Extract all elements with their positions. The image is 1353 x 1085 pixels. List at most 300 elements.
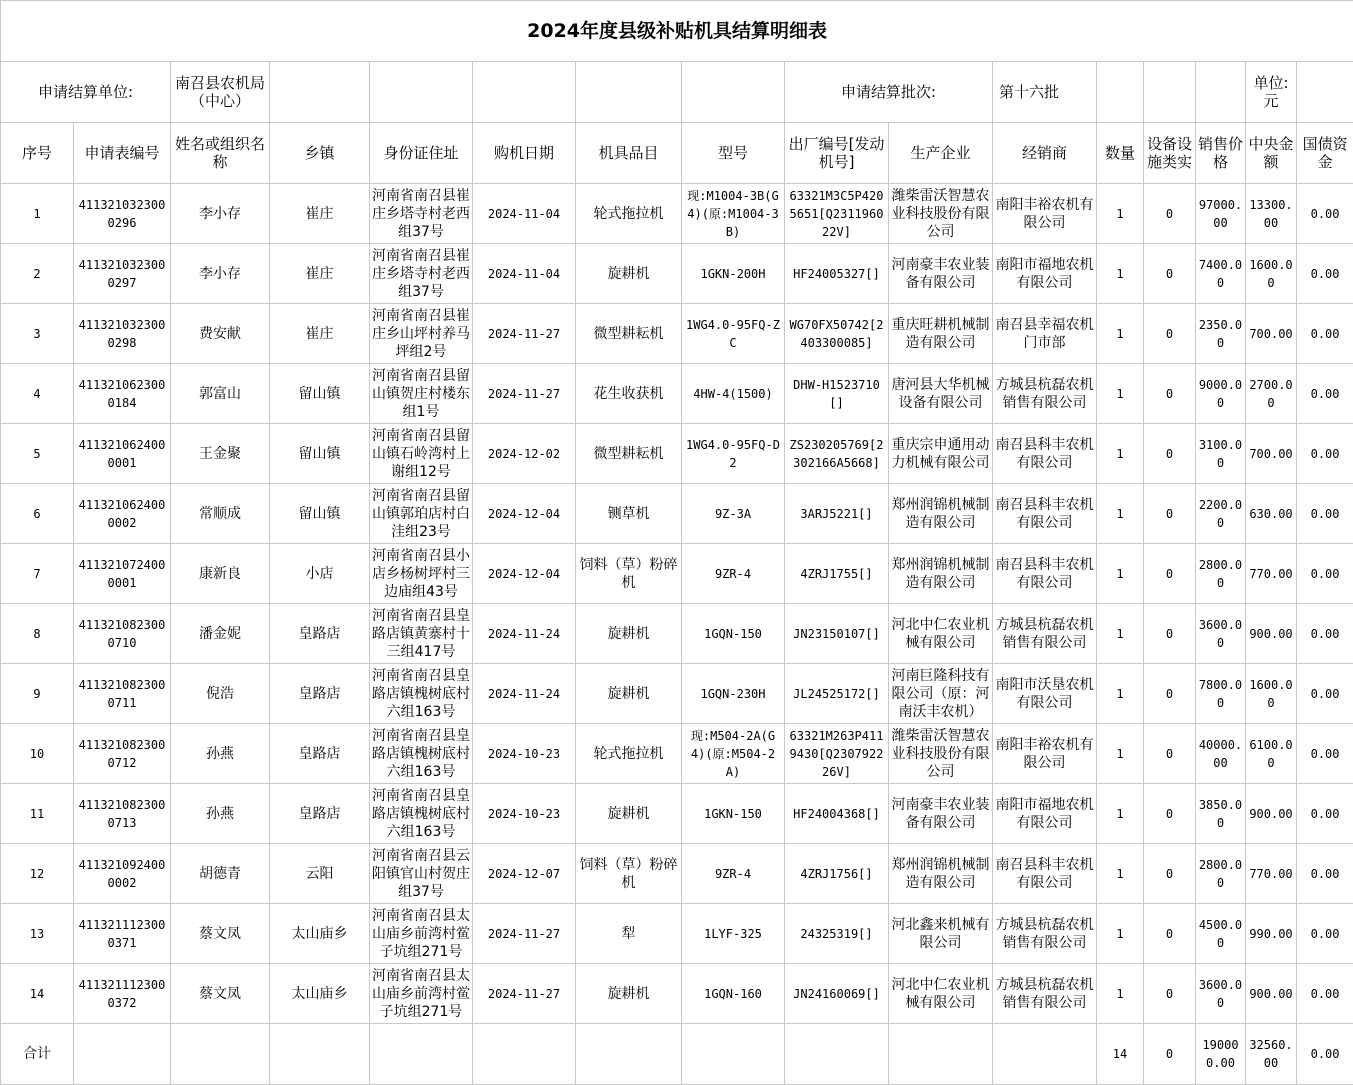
cell-town: [270, 664, 370, 724]
cell-central-text: 900.00: [1248, 625, 1294, 643]
cell-bond: [1297, 184, 1353, 244]
cell-category-text: 犁: [578, 925, 679, 943]
cell-serial-text: HF24005327[]: [787, 265, 886, 283]
cell-category-text: 旋耕机: [578, 985, 679, 1003]
cell-address-text: 河南省南召县太山庙乡前湾村鲎子坑组271号: [372, 967, 470, 1021]
cell-model-text: 1WG4.0-95FQ-ZC: [684, 316, 782, 352]
header-seq: 序号: [1, 123, 74, 184]
cell-bond: [1297, 844, 1353, 904]
cell-app-no: [74, 904, 171, 964]
cell-category-text: 微型耕耘机: [578, 445, 679, 463]
cell-bond-text: 0.00: [1299, 385, 1351, 403]
cell-town-text: 留山镇: [272, 445, 367, 463]
cell-town: [270, 784, 370, 844]
cell-serial-text: JN23150107[]: [787, 625, 886, 643]
cell-name-text: 费安献: [173, 325, 267, 343]
cell-manufacturer: [889, 784, 993, 844]
cell-dealer: [993, 664, 1097, 724]
cell-bond-text: 0.00: [1299, 265, 1351, 283]
cell-serial-text: JL24525172[]: [787, 685, 886, 703]
cell-quantity: [1097, 184, 1144, 244]
cell-seq-text: 7: [3, 565, 71, 583]
cell-facility-text: 0: [1146, 505, 1193, 523]
cell-central: [1246, 724, 1297, 784]
cell-facility-text: 0: [1146, 205, 1193, 223]
cell-seq: [1, 964, 74, 1024]
cell-date: [473, 484, 576, 544]
cell-manufacturer-text: 河南巨隆科技有限公司（原：河南沃丰农机）: [891, 667, 990, 721]
cell-facility-text: 0: [1146, 325, 1193, 343]
table-row: [1, 964, 1353, 1024]
cell-serial: [785, 784, 889, 844]
cell-seq-text: 3: [3, 325, 71, 343]
cell-serial: [785, 304, 889, 364]
cell-dealer-text: 南阳市沃垦农机有限公司: [995, 676, 1094, 712]
cell-name-text: 蔡文凤: [173, 985, 267, 1003]
cell-model: [682, 724, 785, 784]
cell-serial-text: 3ARJ5221[]: [787, 505, 886, 523]
cell-category-text: 饲料（草）粉碎机: [578, 556, 679, 592]
cell-category: [576, 604, 682, 664]
cell-app-no: [74, 844, 171, 904]
cell-app-no-text: 4113210823000711: [76, 676, 168, 712]
cell-town: [270, 244, 370, 304]
cell-category: [576, 664, 682, 724]
cell-bond: [1297, 424, 1353, 484]
cell-name-text: 孙燕: [173, 745, 267, 763]
cell-manufacturer-text: 河北鑫来机械有限公司: [891, 916, 990, 952]
cell-facility-text: 0: [1146, 385, 1193, 403]
cell-quantity: [1097, 784, 1144, 844]
cell-name: [171, 364, 270, 424]
cell-model: [682, 604, 785, 664]
cell-bond: [1297, 664, 1353, 724]
header-name: 姓名或组织名称: [171, 123, 270, 184]
cell-date-text: 2024-10-23: [475, 805, 573, 823]
cell-facility: [1144, 844, 1196, 904]
cell-app-no-text: 4113210823000713: [76, 796, 168, 832]
cell-category-text: 铡草机: [578, 505, 679, 523]
cell-serial: [785, 484, 889, 544]
cell-quantity: [1097, 664, 1144, 724]
cell-address-text: 河南省南召县留山镇郭珀店村白洼组23号: [372, 487, 470, 541]
cell-model: [682, 904, 785, 964]
cell-category-text: 旋耕机: [578, 805, 679, 823]
cell-app-no: [74, 664, 171, 724]
cell-dealer: [993, 424, 1097, 484]
table-row: [1, 604, 1353, 664]
cell-address-text: 河南省南召县皇路店镇槐树底村六组163号: [372, 667, 470, 721]
cell-serial: [785, 244, 889, 304]
cell-model-text: 4HW-4(1500): [684, 385, 782, 403]
cell-name: [171, 904, 270, 964]
cell-facility: [1144, 304, 1196, 364]
cell-address: [370, 664, 473, 724]
cell-name: [171, 424, 270, 484]
cell-price-text: 4500.00: [1198, 916, 1243, 952]
cell-manufacturer: [889, 544, 993, 604]
cell-model: [682, 544, 785, 604]
cell-serial: [785, 364, 889, 424]
cell-quantity-text: 1: [1099, 865, 1141, 883]
cell-serial-text: 63321M3C5P4205651[Q231196022V]: [787, 187, 886, 241]
cell-price-text: 7400.00: [1198, 256, 1243, 292]
cell-manufacturer-text: 重庆宗申通用动力机械有限公司: [891, 436, 990, 472]
cell-date: [473, 964, 576, 1024]
header-model: 型号: [682, 123, 785, 184]
cell-name: [171, 304, 270, 364]
cell-seq: [1, 184, 74, 244]
cell-app-no-text: 4113210724000001: [76, 556, 168, 592]
cell-serial-text: 4ZRJ1756[]: [787, 865, 886, 883]
cell-bond-text: 0.00: [1299, 325, 1351, 343]
cell-dealer-text: 南阳市福地农机有限公司: [995, 256, 1094, 292]
cell-dealer-text: 方城县杭磊农机销售有限公司: [995, 976, 1094, 1012]
cell-serial-text: DHW-H1523710[]: [787, 376, 886, 412]
cell-date: [473, 424, 576, 484]
cell-model-text: 现:M1004-3B(G4)(原:M1004-3B): [684, 187, 782, 241]
cell-name-text: 李小存: [173, 205, 267, 223]
cell-date: [473, 544, 576, 604]
cell-facility: [1144, 364, 1196, 424]
cell-category: [576, 244, 682, 304]
cell-town: [270, 964, 370, 1024]
cell-dealer: [993, 184, 1097, 244]
cell-serial: [785, 184, 889, 244]
cell-central: [1246, 184, 1297, 244]
cell-price-text: 97000.00: [1198, 196, 1243, 232]
cell-date-text: 2024-11-04: [475, 205, 573, 223]
cell-address-text: 河南省南召县小店乡杨树坪村三边庙组43号: [372, 547, 470, 601]
cell-model: [682, 964, 785, 1024]
cell-address: [370, 244, 473, 304]
cell-name: [171, 844, 270, 904]
cell-app-no: [74, 424, 171, 484]
cell-date: [473, 244, 576, 304]
cell-central: [1246, 964, 1297, 1024]
batch-label: 申请结算批次:: [785, 62, 993, 123]
cell-app-no-text: 4113210624000002: [76, 496, 168, 532]
cell-manufacturer-text: 潍柴雷沃智慧农业科技股份有限公司: [891, 187, 990, 241]
cell-address: [370, 364, 473, 424]
cell-dealer: [993, 484, 1097, 544]
unit-label: 申请结算单位:: [1, 62, 171, 123]
cell-manufacturer-text: 河北中仁农业机械有限公司: [891, 976, 990, 1012]
cell-address-text: 河南省南召县皇路店镇槐树底村六组163号: [372, 727, 470, 781]
cell-serial-text: 4ZRJ1755[]: [787, 565, 886, 583]
cell-dealer-text: 南阳市福地农机有限公司: [995, 796, 1094, 832]
cell-seq: [1, 244, 74, 304]
cell-bond: [1297, 604, 1353, 664]
cell-name: [171, 604, 270, 664]
cell-seq-text: 2: [3, 265, 71, 283]
header-dealer: 经销商: [993, 123, 1097, 184]
cell-price: [1196, 544, 1246, 604]
cell-dealer-text: 方城县杭磊农机销售有限公司: [995, 376, 1094, 412]
header-bond: 国债资金: [1297, 123, 1353, 184]
cell-seq: [1, 784, 74, 844]
cell-bond: [1297, 484, 1353, 544]
cell-seq-text: 8: [3, 625, 71, 643]
cell-model: [682, 364, 785, 424]
cell-price: [1196, 904, 1246, 964]
table-row: [1, 784, 1353, 844]
cell-facility-text: 0: [1146, 925, 1193, 943]
cell-quantity: [1097, 304, 1144, 364]
cell-seq: [1, 844, 74, 904]
cell-seq-text: 13: [3, 925, 71, 943]
cell-dealer-text: 南召县幸福农机门市部: [995, 316, 1094, 352]
cell-seq: [1, 364, 74, 424]
header-category: 机具品目: [576, 123, 682, 184]
cell-name: [171, 484, 270, 544]
table-row: [1, 844, 1353, 904]
cell-town-text: 皇路店: [272, 805, 367, 823]
cell-bond: [1297, 784, 1353, 844]
cell-price-text: 3850.00: [1198, 796, 1243, 832]
cell-facility: [1144, 484, 1196, 544]
cell-name-text: 胡德青: [173, 865, 267, 883]
cell-central-text: 700.00: [1248, 445, 1294, 463]
cell-category: [576, 844, 682, 904]
cell-seq: [1, 664, 74, 724]
cell-date-text: 2024-11-27: [475, 325, 573, 343]
cell-serial: [785, 544, 889, 604]
table-row: [1, 544, 1353, 604]
cell-town: [270, 904, 370, 964]
cell-central-text: 770.00: [1248, 565, 1294, 583]
cell-quantity: [1097, 604, 1144, 664]
cell-town: [270, 424, 370, 484]
cell-seq: [1, 544, 74, 604]
cell-dealer: [993, 604, 1097, 664]
cell-town: [270, 364, 370, 424]
header-manufacturer: 生产企业: [889, 123, 993, 184]
cell-quantity-text: 1: [1099, 505, 1141, 523]
cell-seq: [1, 904, 74, 964]
table-row: [1, 184, 1353, 244]
cell-manufacturer: [889, 484, 993, 544]
cell-name-text: 王金聚: [173, 445, 267, 463]
cell-dealer: [993, 964, 1097, 1024]
cell-manufacturer-text: 唐河县大华机械设备有限公司: [891, 376, 990, 412]
cell-quantity: [1097, 544, 1144, 604]
cell-model-text: 1WG4.0-95FQ-D2: [684, 436, 782, 472]
cell-quantity-text: 1: [1099, 325, 1141, 343]
cell-serial-text: JN24160069[]: [787, 985, 886, 1003]
cell-app-no: [74, 724, 171, 784]
cell-date: [473, 904, 576, 964]
total-row: [1, 1024, 1353, 1085]
cell-date-text: 2024-11-27: [475, 925, 573, 943]
cell-quantity-text: 1: [1099, 925, 1141, 943]
cell-manufacturer: [889, 364, 993, 424]
cell-town: [270, 724, 370, 784]
cell-category: [576, 784, 682, 844]
cell-price: [1196, 244, 1246, 304]
cell-quantity-text: 1: [1099, 805, 1141, 823]
cell-address-text: 河南省南召县皇路店镇槐树底村六组163号: [372, 787, 470, 841]
cell-central-text: 6100.00: [1248, 736, 1294, 772]
cell-model-text: 9ZR-4: [684, 565, 782, 583]
cell-price-text: 2200.00: [1198, 496, 1243, 532]
cell-date: [473, 844, 576, 904]
cell-price: [1196, 364, 1246, 424]
cell-central: [1246, 484, 1297, 544]
cell-central: [1246, 604, 1297, 664]
table-row: [1, 904, 1353, 964]
cell-address: [370, 964, 473, 1024]
cell-address: [370, 544, 473, 604]
cell-app-no-text: 4113210823000710: [76, 616, 168, 652]
cell-bond: [1297, 724, 1353, 784]
cell-bond: [1297, 544, 1353, 604]
cell-central-text: 1600.00: [1248, 676, 1294, 712]
batch-value: 第十六批: [993, 62, 1097, 123]
cell-address-text: 河南省南召县崔庄乡塔寺村老西组37号: [372, 187, 470, 241]
cell-address: [370, 784, 473, 844]
cell-seq-text: 12: [3, 865, 71, 883]
cell-dealer: [993, 304, 1097, 364]
cell-central: [1246, 424, 1297, 484]
cell-date-text: 2024-12-04: [475, 565, 573, 583]
cell-central-text: 900.00: [1248, 805, 1294, 823]
cell-town: [270, 604, 370, 664]
cell-manufacturer-text: 郑州润锦机械制造有限公司: [891, 496, 990, 532]
cell-address-text: 河南省南召县留山镇贺庄村楼东组1号: [372, 367, 470, 421]
cell-category: [576, 964, 682, 1024]
cell-model-text: 9ZR-4: [684, 865, 782, 883]
header-date: 购机日期: [473, 123, 576, 184]
cell-central: [1246, 844, 1297, 904]
cell-quantity: [1097, 424, 1144, 484]
cell-manufacturer-text: 河南豪丰农业装备有限公司: [891, 256, 990, 292]
cell-name-text: 孙燕: [173, 805, 267, 823]
cell-serial-text: ZS230205769[2302166A5668]: [787, 436, 886, 472]
cell-model: [682, 784, 785, 844]
cell-model-text: 9Z-3A: [684, 505, 782, 523]
header-app-no: 申请表编号: [74, 123, 171, 184]
cell-name: [171, 244, 270, 304]
cell-dealer-text: 南召县科丰农机有限公司: [995, 556, 1094, 592]
cell-serial: [785, 844, 889, 904]
cell-seq-text: 5: [3, 445, 71, 463]
cell-bond-text: 0.00: [1299, 985, 1351, 1003]
table-row: [1, 364, 1353, 424]
cell-manufacturer: [889, 844, 993, 904]
cell-central-text: 990.00: [1248, 925, 1294, 943]
cell-serial: [785, 904, 889, 964]
cell-date: [473, 304, 576, 364]
cell-price: [1196, 424, 1246, 484]
cell-serial-text: 24325319[]: [787, 925, 886, 943]
cell-seq: [1, 604, 74, 664]
table-row: [1, 724, 1353, 784]
cell-price: [1196, 964, 1246, 1024]
cell-model-text: 1GKN-200H: [684, 265, 782, 283]
cell-category: [576, 304, 682, 364]
cell-bond: [1297, 244, 1353, 304]
cell-category-text: 旋耕机: [578, 685, 679, 703]
cell-price: [1196, 664, 1246, 724]
cell-facility: [1144, 544, 1196, 604]
cell-dealer-text: 南召县科丰农机有限公司: [995, 496, 1094, 532]
header-quantity: 数量: [1097, 123, 1144, 184]
cell-town-text: 太山庙乡: [272, 985, 367, 1003]
cell-central-text: 770.00: [1248, 865, 1294, 883]
cell-dealer-text: 南阳丰裕农机有限公司: [995, 736, 1094, 772]
cell-app-no: [74, 364, 171, 424]
cell-date-text: 2024-11-27: [475, 985, 573, 1003]
cell-central-text: 2700.00: [1248, 376, 1294, 412]
cell-quantity-text: 1: [1099, 685, 1141, 703]
cell-price-text: 7800.00: [1198, 676, 1243, 712]
cell-dealer-text: 南召县科丰农机有限公司: [995, 856, 1094, 892]
cell-date-text: 2024-12-07: [475, 865, 573, 883]
cell-price: [1196, 604, 1246, 664]
cell-app-no-text: 4113210623000184: [76, 376, 168, 412]
cell-bond-text: 0.00: [1299, 205, 1351, 223]
cell-facility: [1144, 784, 1196, 844]
cell-dealer: [993, 364, 1097, 424]
cell-name-text: 康新良: [173, 565, 267, 583]
cell-central-text: 1600.00: [1248, 256, 1294, 292]
cell-serial-text: 63321M263P4119430[Q230792226V]: [787, 727, 886, 781]
header-address: 身份证住址: [370, 123, 473, 184]
cell-central-text: 13300.00: [1248, 196, 1294, 232]
cell-central-text: 900.00: [1248, 985, 1294, 1003]
cell-seq: [1, 304, 74, 364]
table-row: [1, 664, 1353, 724]
cell-category-text: 饲料（草）粉碎机: [578, 856, 679, 892]
cell-quantity: [1097, 244, 1144, 304]
cell-serial: [785, 424, 889, 484]
cell-model-text: 现:M504-2A(G4)(原:M504-2A): [684, 727, 782, 781]
cell-central: [1246, 364, 1297, 424]
cell-seq: [1, 724, 74, 784]
header-central: 中央金额: [1246, 123, 1297, 184]
table-title: 2024年度县级补贴机具结算明细表: [1, 1, 1353, 62]
unit-value: 南召县农机局（中心）: [171, 62, 270, 123]
cell-serial: [785, 664, 889, 724]
cell-quantity-text: 1: [1099, 565, 1141, 583]
cell-facility-text: 0: [1146, 985, 1193, 1003]
cell-dealer-text: 方城县杭磊农机销售有限公司: [995, 616, 1094, 652]
cell-dealer-text: 方城县杭磊农机销售有限公司: [995, 916, 1094, 952]
cell-app-no-text: 4113210323000296: [76, 196, 168, 232]
cell-central-text: 630.00: [1248, 505, 1294, 523]
currency-unit: 单位:元: [1246, 62, 1297, 123]
cell-manufacturer-text: 郑州润锦机械制造有限公司: [891, 856, 990, 892]
cell-category-text: 旋耕机: [578, 625, 679, 643]
cell-app-no: [74, 544, 171, 604]
cell-address: [370, 304, 473, 364]
cell-price-text: 3600.00: [1198, 616, 1243, 652]
cell-app-no: [74, 604, 171, 664]
cell-address-text: 河南省南召县留山镇石岭湾村上谢组12号: [372, 427, 470, 481]
cell-quantity: [1097, 724, 1144, 784]
cell-quantity: [1097, 484, 1144, 544]
cell-price-text: 3100.00: [1198, 436, 1243, 472]
cell-date-text: 2024-12-04: [475, 505, 573, 523]
cell-address: [370, 484, 473, 544]
cell-category-text: 花生收获机: [578, 385, 679, 403]
cell-quantity-text: 1: [1099, 745, 1141, 763]
cell-dealer: [993, 244, 1097, 304]
table-row: [1, 304, 1353, 364]
cell-app-no: [74, 244, 171, 304]
cell-address-text: 河南省南召县崔庄乡山坪村养马坪组2号: [372, 307, 470, 361]
